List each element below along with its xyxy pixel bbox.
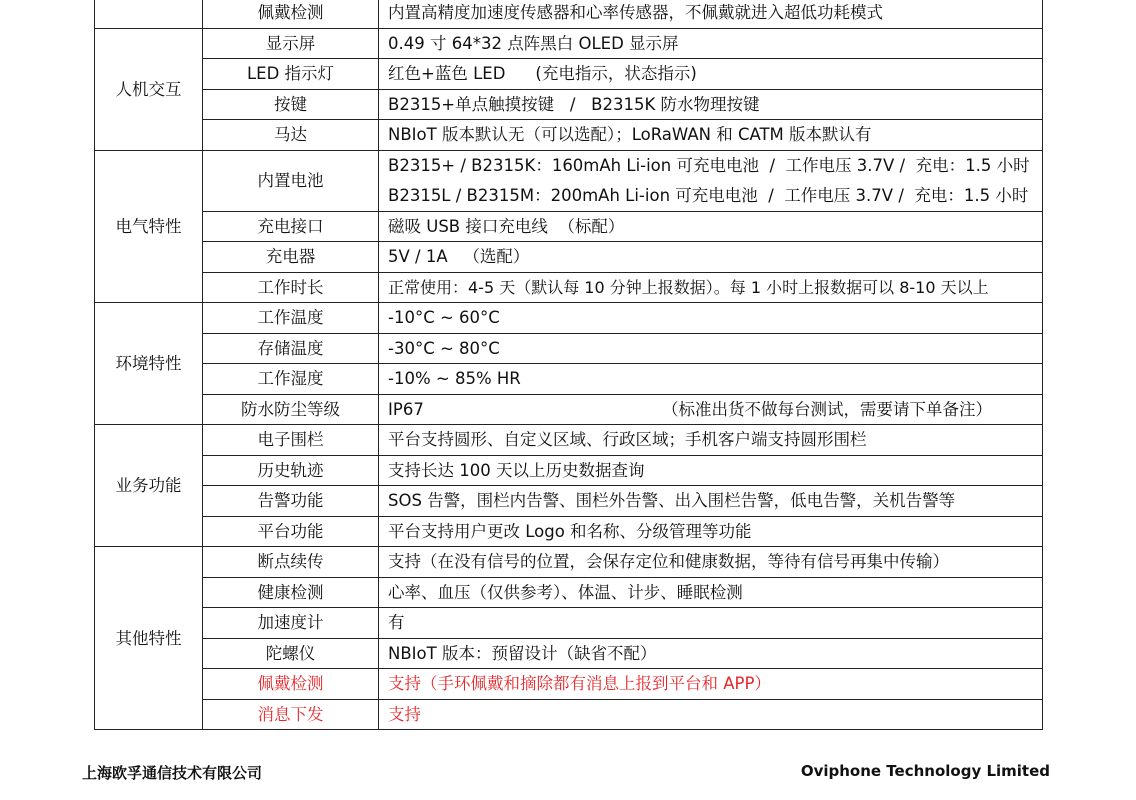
item-label-highlight: 消息下发 — [203, 699, 379, 730]
table-row — [95, 272, 1043, 303]
table-row — [95, 638, 1043, 669]
table-row — [95, 699, 1043, 730]
item-value — [379, 59, 1043, 90]
item-label: 告警功能 — [203, 486, 379, 517]
item-label: 按键 — [203, 89, 379, 120]
item-label: 历史轨迹 — [203, 455, 379, 486]
item-label: 健康检测 — [203, 577, 379, 608]
table-row — [95, 608, 1043, 639]
item-label: 工作温度 — [203, 303, 379, 334]
table-row — [95, 455, 1043, 486]
item-value — [379, 150, 1043, 211]
table-row — [95, 59, 1043, 90]
table-row — [95, 242, 1043, 273]
table-row — [95, 486, 1043, 517]
table-row — [95, 0, 1043, 28]
item-value: 有 — [379, 608, 1043, 639]
group-label-elec: 电气特性 — [95, 150, 203, 303]
item-value: -30°C ~ 80°C — [379, 333, 1043, 364]
item-label: 断点续传 — [203, 547, 379, 578]
table-row — [95, 516, 1043, 547]
item-label: 内置电池 — [203, 150, 379, 211]
item-label: 马达 — [203, 120, 379, 151]
table-row — [95, 28, 1043, 59]
item-label: 电子围栏 — [203, 425, 379, 456]
item-value-line: B2315+ / B2315K：160mAh Li-ion 可充电电池 / 工作电压 3.7V / 充电：1.5 小时 — [388, 155, 1030, 175]
group-label-hci: 人机交互 — [95, 28, 203, 150]
item-label: 工作湿度 — [203, 364, 379, 395]
group-label-env: 环境特性 — [95, 303, 203, 425]
item-value: 0.49 寸 64*32 点阵黑白 OLED 显示屏 — [379, 28, 1043, 59]
item-label: 存储温度 — [203, 333, 379, 364]
table-row — [95, 333, 1043, 364]
item-label: 加速度计 — [203, 608, 379, 639]
item-value-highlight: 支持 — [379, 699, 1043, 730]
item-label: 陀螺仪 — [203, 638, 379, 669]
item-value-note: （标准出货不做每台测试，需要请下单备注） — [662, 399, 992, 419]
item-value: SOS 告警，围栏内告警、围栏外告警、出入围栏告警，低电告警，关机告警等 — [379, 486, 1043, 517]
item-value: -10% ~ 85% HR — [379, 364, 1043, 395]
table-row — [95, 577, 1043, 608]
table-row — [95, 394, 1043, 425]
item-value: 平台支持圆形、自定义区域、行政区域；手机客户端支持圆形围栏 — [379, 425, 1043, 456]
table-row — [95, 211, 1043, 242]
item-value: -10°C ~ 60°C — [379, 303, 1043, 334]
group-label-other: 其他特性 — [95, 547, 203, 730]
table-row — [95, 547, 1043, 578]
group-cell-empty — [95, 0, 203, 28]
item-value: 平台支持用户更改 Logo 和名称、分级管理等功能 — [379, 516, 1043, 547]
item-value: 磁吸 USB 接口充电线 （标配） — [379, 211, 1043, 242]
item-value-highlight: 支持（手环佩戴和摘除都有消息上报到平台和 APP） — [379, 669, 1043, 700]
item-value: 5V / 1A （选配） — [379, 242, 1043, 273]
footer-company-en: Oviphone Technology Limited — [800, 762, 1050, 780]
item-value-part: IP67 — [388, 399, 424, 419]
item-value: 心率、血压（仅供参考）、体温、计步、睡眠检测 — [379, 577, 1043, 608]
table-row — [95, 303, 1043, 334]
item-value: 支持长达 100 天以上历史数据查询 — [379, 455, 1043, 486]
item-value: NBIoT 版本：预留设计（缺省不配） — [379, 638, 1043, 669]
item-value: B2315+单点触摸按键 / B2315K 防水物理按键 — [379, 89, 1043, 120]
table-row — [95, 120, 1043, 151]
item-label: 防水防尘等级 — [203, 394, 379, 425]
table-row — [95, 425, 1043, 456]
item-label: 充电接口 — [203, 211, 379, 242]
table-row — [95, 364, 1043, 395]
table-row — [95, 150, 1043, 211]
item-value-part: (充电指示，状态指示) — [535, 64, 697, 84]
item-value: 支持（在没有信号的位置，会保存定位和健康数据，等待有信号再集中传输） — [379, 547, 1043, 578]
item-label: 佩戴检测 — [203, 0, 379, 28]
item-value — [379, 394, 1043, 425]
table-row — [95, 669, 1043, 700]
item-value: 内置高精度加速度传感器和心率传感器，不佩戴就进入超低功耗模式 — [379, 0, 1043, 28]
item-value-line: B2315L / B2315M：200mAh Li-ion 可充电电池 / 工作电压 3.7V / 充电：1.5 小时 — [388, 185, 1029, 205]
item-label: 工作时长 — [203, 272, 379, 303]
spec-table — [94, 0, 1043, 730]
item-label: LED 指示灯 — [203, 59, 379, 90]
footer-company-cn: 上海欧孚通信技术有限公司 — [82, 764, 263, 782]
item-label-highlight: 佩戴检测 — [203, 669, 379, 700]
item-value: NBIoT 版本默认无（可以选配）；LoRaWAN 和 CATM 版本默认有 — [379, 120, 1043, 151]
group-label-biz: 业务功能 — [95, 425, 203, 547]
item-label: 显示屏 — [203, 28, 379, 59]
item-label: 平台功能 — [203, 516, 379, 547]
item-value-part: 红色+蓝色 LED — [388, 64, 506, 84]
item-label: 充电器 — [203, 242, 379, 273]
table-row — [95, 89, 1043, 120]
item-value: 正常使用：4-5 天（默认每 10 分钟上报数据）。每 1 小时上报数据可以 8-10 天以上 — [379, 272, 1043, 303]
